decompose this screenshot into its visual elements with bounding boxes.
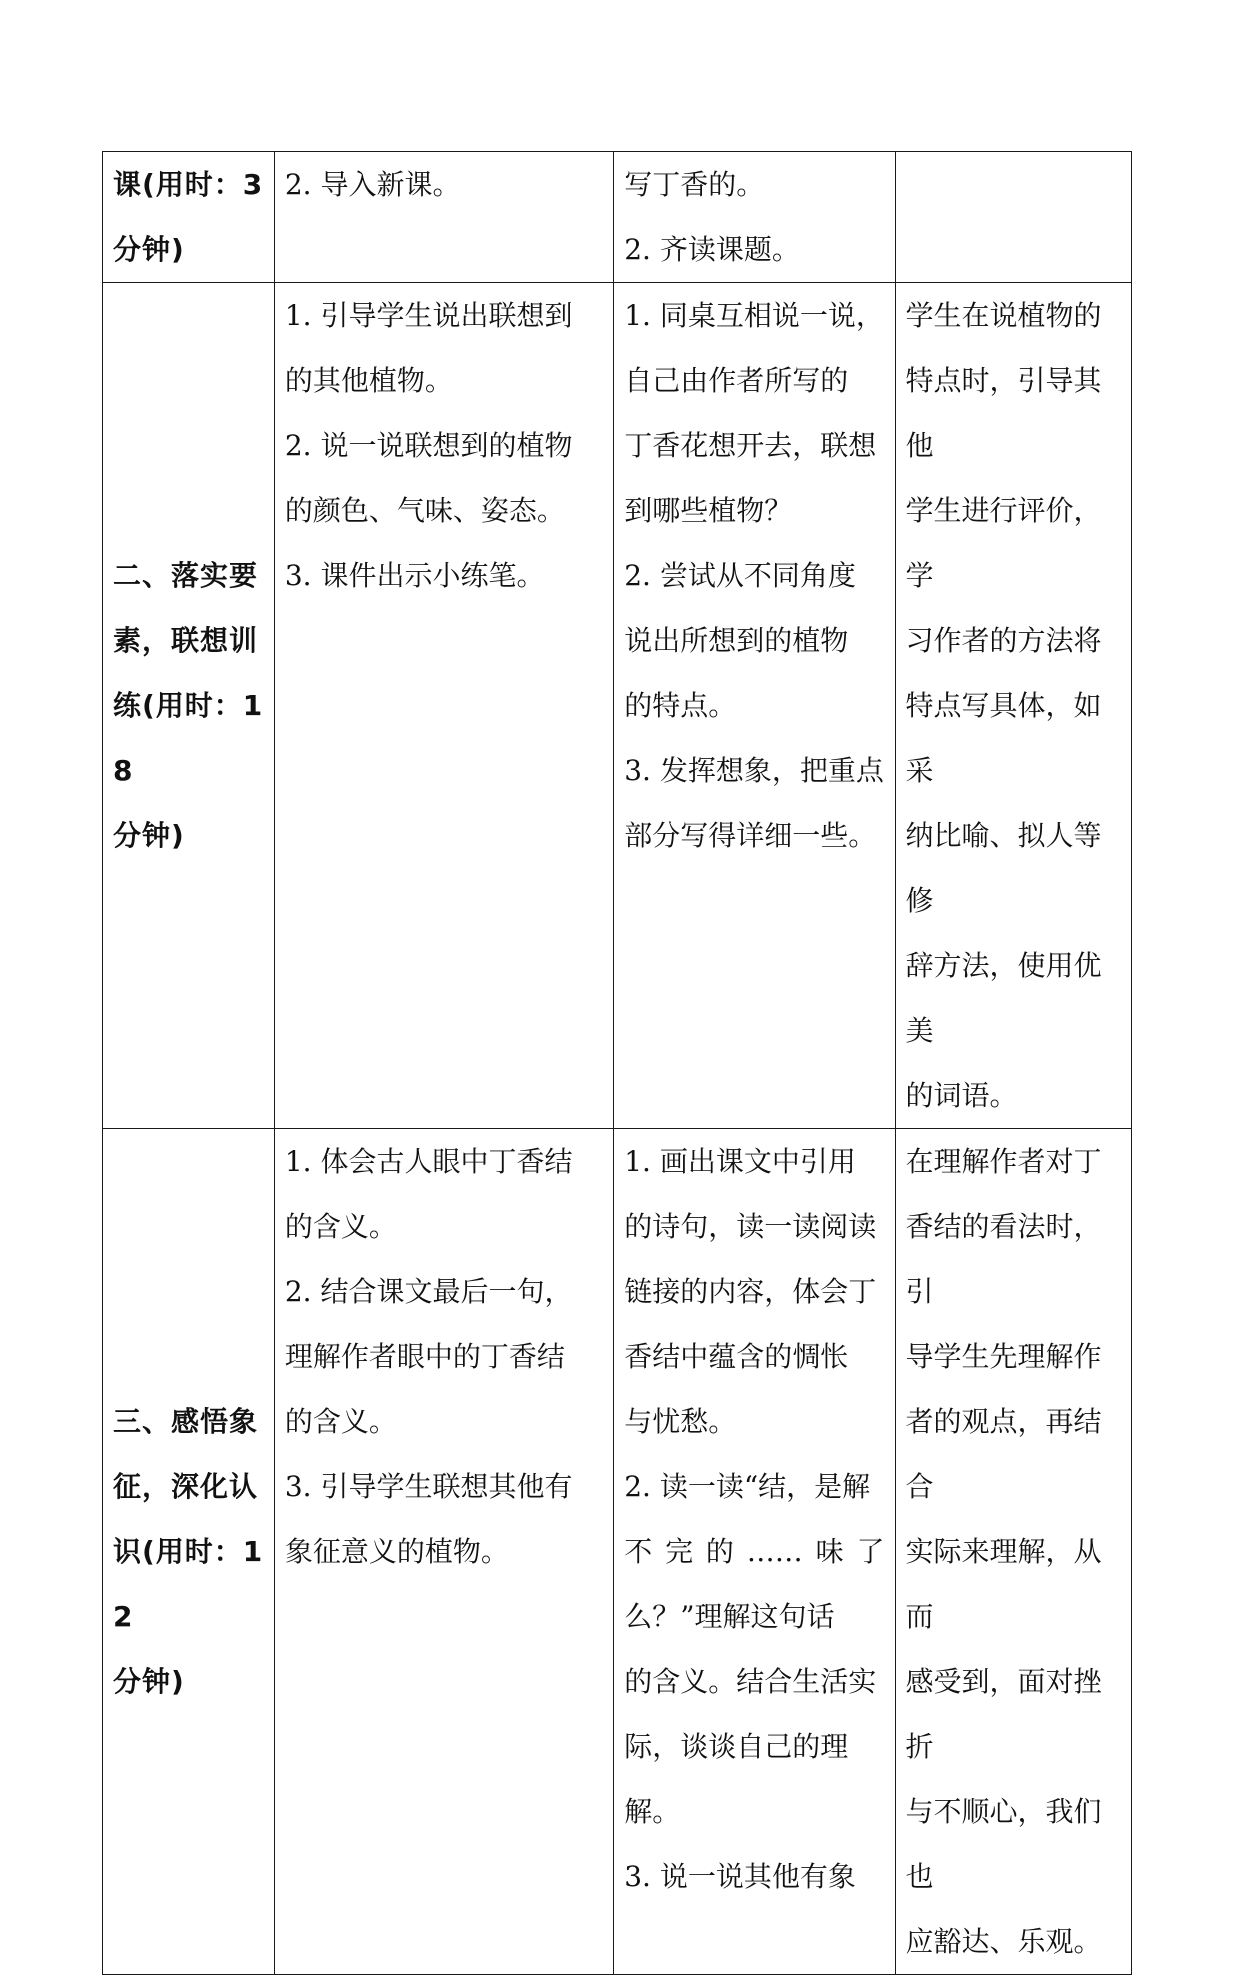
teacher-line: 的颜色、气味、姿态。	[284, 494, 565, 527]
design-line: 学生在说植物的	[905, 299, 1102, 332]
student-line: 的诗句，读一读阅读	[624, 1210, 877, 1243]
student-line: 际，谈谈自己的理解。	[624, 1730, 849, 1828]
teacher-line: 的其他植物。	[284, 364, 453, 397]
teacher-line: 3. 引导学生联想其他有	[284, 1470, 573, 1503]
table-row	[103, 1129, 1132, 1975]
student-activity-cell	[614, 283, 895, 1129]
student-line: 2. 尝试从不同角度	[624, 559, 856, 592]
design-line: 香结的看法时，引	[905, 1210, 1102, 1308]
design-line: 与不顺心，我们也	[905, 1795, 1102, 1893]
student-line: 说出所想到的植物	[624, 624, 849, 657]
student-line: 写丁香的。	[624, 168, 765, 201]
teacher-line: 的含义。	[284, 1210, 397, 1243]
table-row	[103, 283, 1132, 1129]
teacher-line: 2. 说一说联想到的植物	[284, 429, 573, 462]
student-line: 部分写得详细一些。	[624, 819, 877, 852]
student-line: 1. 同桌互相说一说，	[624, 299, 884, 332]
design-line: 导学生先理解作	[905, 1340, 1102, 1373]
design-line: 辞方法，使用优美	[905, 949, 1102, 1047]
teacher-line: 1. 引导学生说出联想到	[284, 299, 573, 332]
teacher-line: 1. 体会古人眼中丁香结	[284, 1145, 573, 1178]
teacher-line: 理解作者眼中的丁香结	[284, 1340, 565, 1373]
design-line: 实际来理解，从而	[905, 1535, 1102, 1633]
design-line: 应豁达、乐观。	[905, 1925, 1102, 1958]
stage-line: 素，联想训	[113, 624, 259, 657]
design-intent-cell	[895, 152, 1131, 283]
stage-cell	[103, 283, 275, 1129]
student-line: 3. 发挥想象，把重点	[624, 754, 884, 787]
student-line: 香结中蕴含的惆怅	[624, 1340, 849, 1373]
design-line: 特点写具体，如采	[905, 689, 1102, 787]
design-line: 特点时，引导其他	[905, 364, 1102, 462]
lesson-plan-table	[102, 151, 1132, 1975]
teacher-activity-cell	[274, 152, 613, 283]
student-line: 么？”理解这句话	[624, 1600, 835, 1633]
teacher-activity-cell	[274, 283, 613, 1129]
stage-cell	[103, 1129, 275, 1975]
teacher-line: 象征意义的植物。	[284, 1535, 509, 1568]
design-line: 学生进行评价，学	[905, 494, 1102, 592]
teacher-line: 2. 结合课文最后一句，	[284, 1275, 573, 1308]
teacher-line: 的含义。	[284, 1405, 397, 1438]
student-line: 3. 说一说其他有象	[624, 1860, 856, 1893]
design-line: 习作者的方法将	[905, 624, 1102, 657]
student-line: 1. 画出课文中引用	[624, 1145, 856, 1178]
stage-line: 征，深化认	[113, 1470, 259, 1503]
stage-line: 识(用时：12	[113, 1535, 264, 1633]
stage-line: 二、落实要	[113, 559, 259, 592]
design-line: 感受到，面对挫折	[905, 1665, 1102, 1763]
table-row	[103, 152, 1132, 283]
student-line: 与忧愁。	[624, 1405, 737, 1438]
teacher-line: 2. 导入新课。	[284, 168, 461, 201]
student-line: 的含义。结合生活实	[624, 1665, 877, 1698]
student-activity-cell	[614, 152, 895, 283]
design-intent-cell	[895, 1129, 1131, 1975]
stage-line: 分钟)	[113, 819, 185, 852]
stage-line: 课(用时：3	[113, 168, 264, 201]
student-line: 丁香花想开去，联想	[624, 429, 877, 462]
design-line: 纳比喻、拟人等修	[905, 819, 1102, 917]
student-activity-cell	[614, 1129, 895, 1975]
student-line: 到哪些植物？	[624, 494, 793, 527]
teacher-line: 3. 课件出示小练笔。	[284, 559, 545, 592]
stage-line: 分钟)	[113, 1665, 185, 1698]
student-line: 自己由作者所写的	[624, 364, 849, 397]
design-line: 在理解作者对丁	[905, 1145, 1102, 1178]
student-line: 链接的内容，体会丁	[624, 1275, 877, 1308]
student-line: 2. 齐读课题。	[624, 233, 800, 266]
design-intent-cell	[895, 283, 1131, 1129]
student-line: 2. 读一读“结，是解	[624, 1470, 871, 1503]
stage-line: 练(用时：18	[113, 689, 264, 787]
stage-cell	[103, 152, 275, 283]
stage-line: 三、感悟象	[113, 1405, 259, 1438]
student-line: 不完的……味了	[624, 1535, 885, 1568]
design-line: 的词语。	[905, 1079, 1018, 1112]
design-line: 者的观点，再结合	[905, 1405, 1102, 1503]
teacher-activity-cell	[274, 1129, 613, 1975]
stage-line: 分钟)	[113, 233, 185, 266]
student-line: 的特点。	[624, 689, 737, 722]
